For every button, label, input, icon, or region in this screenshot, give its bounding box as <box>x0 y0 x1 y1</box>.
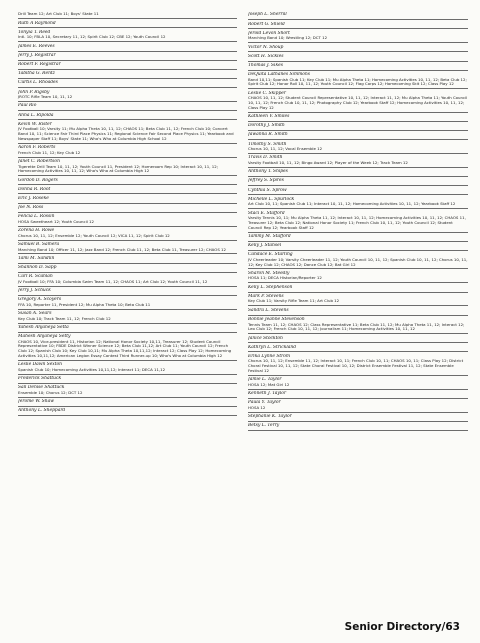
student-activities: HOSA 12; Mat Girl 12 <box>248 381 290 387</box>
student-name: Jeffrey S. Spires <box>248 178 284 184</box>
student-activities: JV Football 10; FFA 10; Columbia Swim Team 11, 12; CHAOS 11; Art Club 12; Youth Council 11, 12 <box>18 278 208 284</box>
directory-entry <box>248 195 468 209</box>
student-activities: French Club 11, 12; Key Club 12 <box>18 149 81 155</box>
student-name: John P. Rigsby <box>18 89 50 95</box>
student-name: Susan A. Sears <box>18 311 52 317</box>
directory-entry <box>18 11 237 19</box>
student-activities: FFA 10, Reporter 11, President 12; Mu Alpha Theta 10; Beta Club 11 <box>18 301 151 307</box>
student-name: Leslie Dawn Sexton <box>18 362 63 368</box>
student-name: Tami M. Sandlin <box>18 255 55 261</box>
student-name: Anthony T. Snipes <box>248 169 288 175</box>
student-activities: Spanish Club 10; Homecoming Activities 10,11,12; Interact 11; DECA 11,12 <box>18 366 166 372</box>
student-name: Betsy L. Terry <box>248 423 280 429</box>
directory-entry <box>18 361 237 375</box>
student-activities: Chorus 10, 11, 12; Ensemble 12; Youth Council 12; VICA 11, 12; Spirit Club 12 <box>18 232 170 238</box>
student-name: Tabitha G. Rentz <box>18 71 55 77</box>
directory-entry <box>248 131 468 140</box>
student-activities: Key Club 10; Track Team 11, 12; French Club 12 <box>18 315 111 321</box>
directory-entry <box>248 293 468 307</box>
left-column <box>18 11 237 416</box>
student-name: Robert F. Registrar <box>18 62 61 68</box>
directory-entry <box>248 52 468 61</box>
directory-entry <box>248 399 468 413</box>
student-activities: Key Club 11; Varsity Rifle Team 11; Art Club 12 <box>248 298 340 304</box>
student-activities: HOSA 12 <box>248 404 266 410</box>
student-name: Yahesh Anjaneya Setta <box>18 324 69 330</box>
student-name: Ruth A Raymond <box>18 20 56 26</box>
directory-entry <box>248 242 468 251</box>
directory-entry <box>248 140 468 154</box>
directory-entry <box>248 209 468 232</box>
directory-entry <box>18 407 237 416</box>
student-name: Shannon D. Sapp <box>18 265 57 271</box>
directory-entry <box>18 375 237 384</box>
student-name: Gordon D. Rogers <box>18 177 58 183</box>
student-activities: JV Football 10; Varsity 11; Mu Alpha Theta 10, 11, 12; CHAOS 11; Beta Club 11, 12; French Club 10; Concert Band 10, 11; Science Fair Third Place Physics 11; Regional Science Fair Second Place Physics 11; Yearbook and Newspaper Staff 11; Boys' State 11; Who's Who at Columbia High School 12 <box>18 126 234 141</box>
student-name: Joe N. Ross <box>18 205 44 211</box>
student-name: Mark P. Stevens <box>248 293 284 299</box>
student-name: Kelly L. Stephenson <box>248 284 293 290</box>
student-name: James E. Reeves <box>18 43 55 49</box>
student-name: Anna L. Ripolda <box>18 112 54 118</box>
student-activities: JROTC Rifle Team 10, 11, 12 <box>18 94 73 100</box>
directory-entry <box>18 52 237 61</box>
directory-entry <box>18 204 237 213</box>
student-activities: Band 10,11; Spanish Club 11; Key Club 11; Mu Alpha Theta 11; Homecoming Activities 10, 11, 12; Beta Club 12; Spirit Club 12; Honor Roll 10, 11, 12; Youth Council 12; Flag Corps 12; Homecoming Skit 12; Class Play 12 <box>248 76 467 87</box>
directory-entry <box>18 273 237 287</box>
student-name: Jerry J. Schuck <box>18 288 51 294</box>
student-name: Felicia L. Rossin <box>18 214 55 220</box>
student-name: Sall Denise Shattuck <box>18 385 65 391</box>
student-name: Janet C. Robertson <box>18 158 60 164</box>
student-activities: Tigerette Drill Team 10, 11, 12; Youth Council 11, President 12; Homeroom Rep 10; Interact 10, 11, 12; Homecoming Activities 10, 11, 12; Who's Who at Columbia High 12 <box>18 163 218 174</box>
student-name: Kelly J. Stansel <box>248 243 282 249</box>
student-activities: Varsity Football 10, 11, 12; Bingo Award 12; Player of the Week 12; Track Team 12 <box>248 159 408 165</box>
student-activities: HOSA 11; DECA Historian/Reporter 12 <box>248 275 322 281</box>
student-name: Stephanie K. Taylor <box>248 414 292 420</box>
student-name: Mahesh Anjaneya Setty <box>18 334 71 340</box>
directory-entry <box>18 79 237 88</box>
student-name: DeQuita Lathanes Simmons <box>248 72 311 78</box>
student-name: Sharon M. Steedly <box>248 270 290 276</box>
student-name: Jamie L. Taylor <box>248 377 282 383</box>
directory-entry <box>18 185 237 194</box>
student-name: Kathleen V. Smiles <box>248 113 290 119</box>
student-name: Cynthia S. Sprow <box>248 187 287 193</box>
directory-entry <box>248 62 468 71</box>
student-activities: CHAOS 10, Vice-president 11, Historian 12; National Honor Society 10,11, Treasurer 12; Student Council Representative 10; FBDE District Winner Science 12; Beta Club 11,12; Art Club 11; Youth Council 12; French Club 12; Spanish Club 10; Key Club 10,11; Mu Alpha Theta 10,11,12; Interact 12; Class Play 12; Homecoming Activities 10,11,12; American Legion Essay Contest Third Runner-up 10; Who's Who at Columbia High 12 <box>18 338 232 358</box>
student-name: Paula Y. Taylor <box>248 400 281 406</box>
student-name: Jerome W. Shaw <box>18 399 55 405</box>
student-name: Curtis L. Rhoades <box>18 80 58 86</box>
student-activities: Tennis Team 11, 12; CHAOS 12; Class Representative 11; Beta Club 11, 12; Mu Alpha Theta 11, 12; Interact 12; Leo Club 12; French Club 10, 11, 12; Journalism 11; Homecoming Activities 10, 11, 12 <box>248 321 465 332</box>
directory-entry <box>248 251 468 270</box>
directory-entry <box>18 28 237 42</box>
directory-entry <box>18 88 237 102</box>
directory-entry <box>18 102 237 111</box>
directory-entry <box>248 376 468 390</box>
directory-entry <box>18 241 237 255</box>
directory-entry <box>18 120 237 143</box>
directory-entry <box>248 20 468 29</box>
student-name: Gregory A. Scoyers <box>18 297 62 303</box>
directory-entry <box>18 42 237 51</box>
student-name: Scott H. Sickles <box>248 53 284 59</box>
student-name: Staci E. Stafford <box>248 210 285 216</box>
student-name: Aaron F. Roberts <box>18 145 56 151</box>
directory-entry <box>248 316 468 335</box>
student-name: Eric J. Roseke <box>18 195 49 201</box>
directory-entry <box>248 334 468 343</box>
student-name: Janice Stockton <box>248 335 283 341</box>
directory-entry <box>18 324 237 333</box>
student-name: Donna R. Root <box>18 186 51 192</box>
directory-entry <box>248 413 468 422</box>
student-activities: HOSA Sweetheart 12; Youth Council 12 <box>18 218 94 224</box>
page-footer: Senior Directory/63 <box>344 621 460 633</box>
directory-entry <box>248 233 468 242</box>
directory-entry <box>248 186 468 195</box>
directory-entry <box>248 168 468 177</box>
directory-entry <box>18 227 237 241</box>
student-name: Michelle L. Spurlock <box>248 196 295 202</box>
student-name: Jawanna R. Smith <box>248 132 288 138</box>
student-name: Jerold Levon Short <box>248 30 290 36</box>
directory-entry <box>248 29 468 43</box>
directory-entry <box>18 194 237 203</box>
student-activities: Marching Band 10; Officer 11, 12; Jazz Band 12; French Club 11, 12; Beta Club 11, Treasurer 12; CHAOS 12 <box>18 246 226 252</box>
student-name: Dorothy J. Smith <box>248 123 285 129</box>
student-activities: Art Club 10, 11; Spanish Club 11; Interact 10, 11, 12; Homecoming Activities 10, 11, 12; Yearbook Staff 12 <box>248 201 456 207</box>
student-name: Victor N. Shoup <box>248 44 284 50</box>
student-name: Robert G. Shield <box>248 21 285 27</box>
directory-entry <box>248 390 468 399</box>
student-activities: CHAOS 10, 11, 12; Student Council Representative 10, 11, 12; Interact 11, 12; Mu Alpha Theta 11; Youth Council 10, 11, 12; French Club 10, 11, 12; Photography Club 12; Yearbook Staff 12; Homecoming Activities 10, 11, 12; Class Play 12 <box>248 95 468 110</box>
directory-entry <box>248 89 468 112</box>
directory-entry <box>248 283 468 292</box>
directory-entry <box>18 19 237 28</box>
directory-entry <box>18 254 237 263</box>
student-name: Kathryn L. Strickland <box>248 344 297 350</box>
student-name: Kenneth J. Taylor <box>248 391 287 397</box>
directory-entry <box>18 158 237 177</box>
student-name: Joseph L. Sherrill <box>248 12 287 18</box>
student-name: Tammy M. Stafford <box>248 233 291 239</box>
directory-entry <box>18 70 237 79</box>
student-name: Kevin W. Rister <box>18 121 52 127</box>
student-name: Jerry J. Registrar <box>18 52 56 58</box>
student-activities: Varsity Tennis 10, 11; Mu Alpha Theta 11, 12; Interact 10, 11, 12; Homecoming Activities 10, 11, 12; CHAOS 11, Treasurer 12; Beta Club 12; National Honor Society 11; French Club 10, 11, 12; Youth Council 12; Student Council Rep 12; Yearbook Staff 12 <box>248 215 466 230</box>
directory-entry <box>18 264 237 273</box>
directory-entry <box>248 154 468 168</box>
directory-entry <box>248 177 468 186</box>
directory-entry <box>248 11 468 20</box>
student-name: Leslie C. Skipper <box>248 90 286 96</box>
student-name: Tonyia T. Reed <box>18 29 51 35</box>
student-name: Sandra L. Stevens <box>248 307 289 313</box>
student-name: Samuel B. Samera <box>18 241 60 247</box>
directory-entry <box>18 310 237 324</box>
student-activities: Chorus 10, 11, 12; Vocal Ensemble 12 <box>248 146 323 152</box>
student-activities: Marching Band 10; Wrestling 12; DCT 12 <box>248 35 328 41</box>
directory-entry <box>18 111 237 120</box>
directory-entry <box>248 422 468 431</box>
right-column <box>248 11 468 431</box>
directory-entry <box>18 61 237 70</box>
student-activities: Ensemble 10; Chorus 12; DCT 12 <box>18 389 83 395</box>
directory-entry <box>18 144 237 158</box>
student-name: Bonnie Jeanne Stevenson <box>248 316 305 322</box>
directory-entry <box>248 113 468 122</box>
directory-entry <box>248 343 468 352</box>
student-name: Candace E. Starling <box>248 252 293 258</box>
directory-entry <box>18 384 237 398</box>
student-activities: JV Cheerleader 10; Varsity Cheerleader 11, 12; Youth Council 10, 11, 12; Spanish Club 10, 11, 12; Chorus 10, 11, 12; Key Club 12; CHAOS 12; Dance Club 12; Bat Girl 12 <box>248 256 468 267</box>
student-activities: Drill Team 12; Art Club 11; Boys' State 11 <box>18 11 99 17</box>
directory-entry <box>18 176 237 185</box>
student-name: Frederick Shattuck <box>18 376 62 382</box>
directory-entry <box>248 269 468 283</box>
directory-entry <box>248 71 468 90</box>
student-name: Timothy S. Smith <box>248 141 287 147</box>
directory-entry <box>248 306 468 315</box>
student-name: Carl R. Scanlan <box>18 274 53 280</box>
directory-entry <box>248 43 468 52</box>
student-name: Erika Lynne Strom <box>248 353 291 359</box>
student-activities: Chorus 10, 11, 12; Ensemble 11, 12; Interact 10, 11; French Club 10, 11; CHAOS 10, 11; Class Play 12; District Choral Festival 10, 11, 12; State Choral Festival 10, 12; District Ensemble Festival 11, 12; State Ensemble Festival 12 <box>248 358 464 373</box>
directory-entry <box>18 333 237 361</box>
student-activities: Intl. 10; FBLA 10, Secretary 11, 12; Spirit Club 12; CBE 12; Youth Council 12 <box>18 34 166 40</box>
directory-entry <box>18 213 237 227</box>
directory-entry <box>18 398 237 407</box>
student-name: Thomas J. Sikes <box>248 62 283 68</box>
directory-entry <box>18 296 237 310</box>
student-name: Travis D. Smith <box>248 155 283 161</box>
student-name: Anthony L. Sheppard <box>18 408 66 414</box>
directory-entry <box>248 122 468 131</box>
directory-entry <box>248 352 468 375</box>
student-name: Zorena H. Rowe <box>18 228 55 234</box>
directory-entry <box>18 287 237 296</box>
student-name: Paul Rio <box>18 103 37 109</box>
